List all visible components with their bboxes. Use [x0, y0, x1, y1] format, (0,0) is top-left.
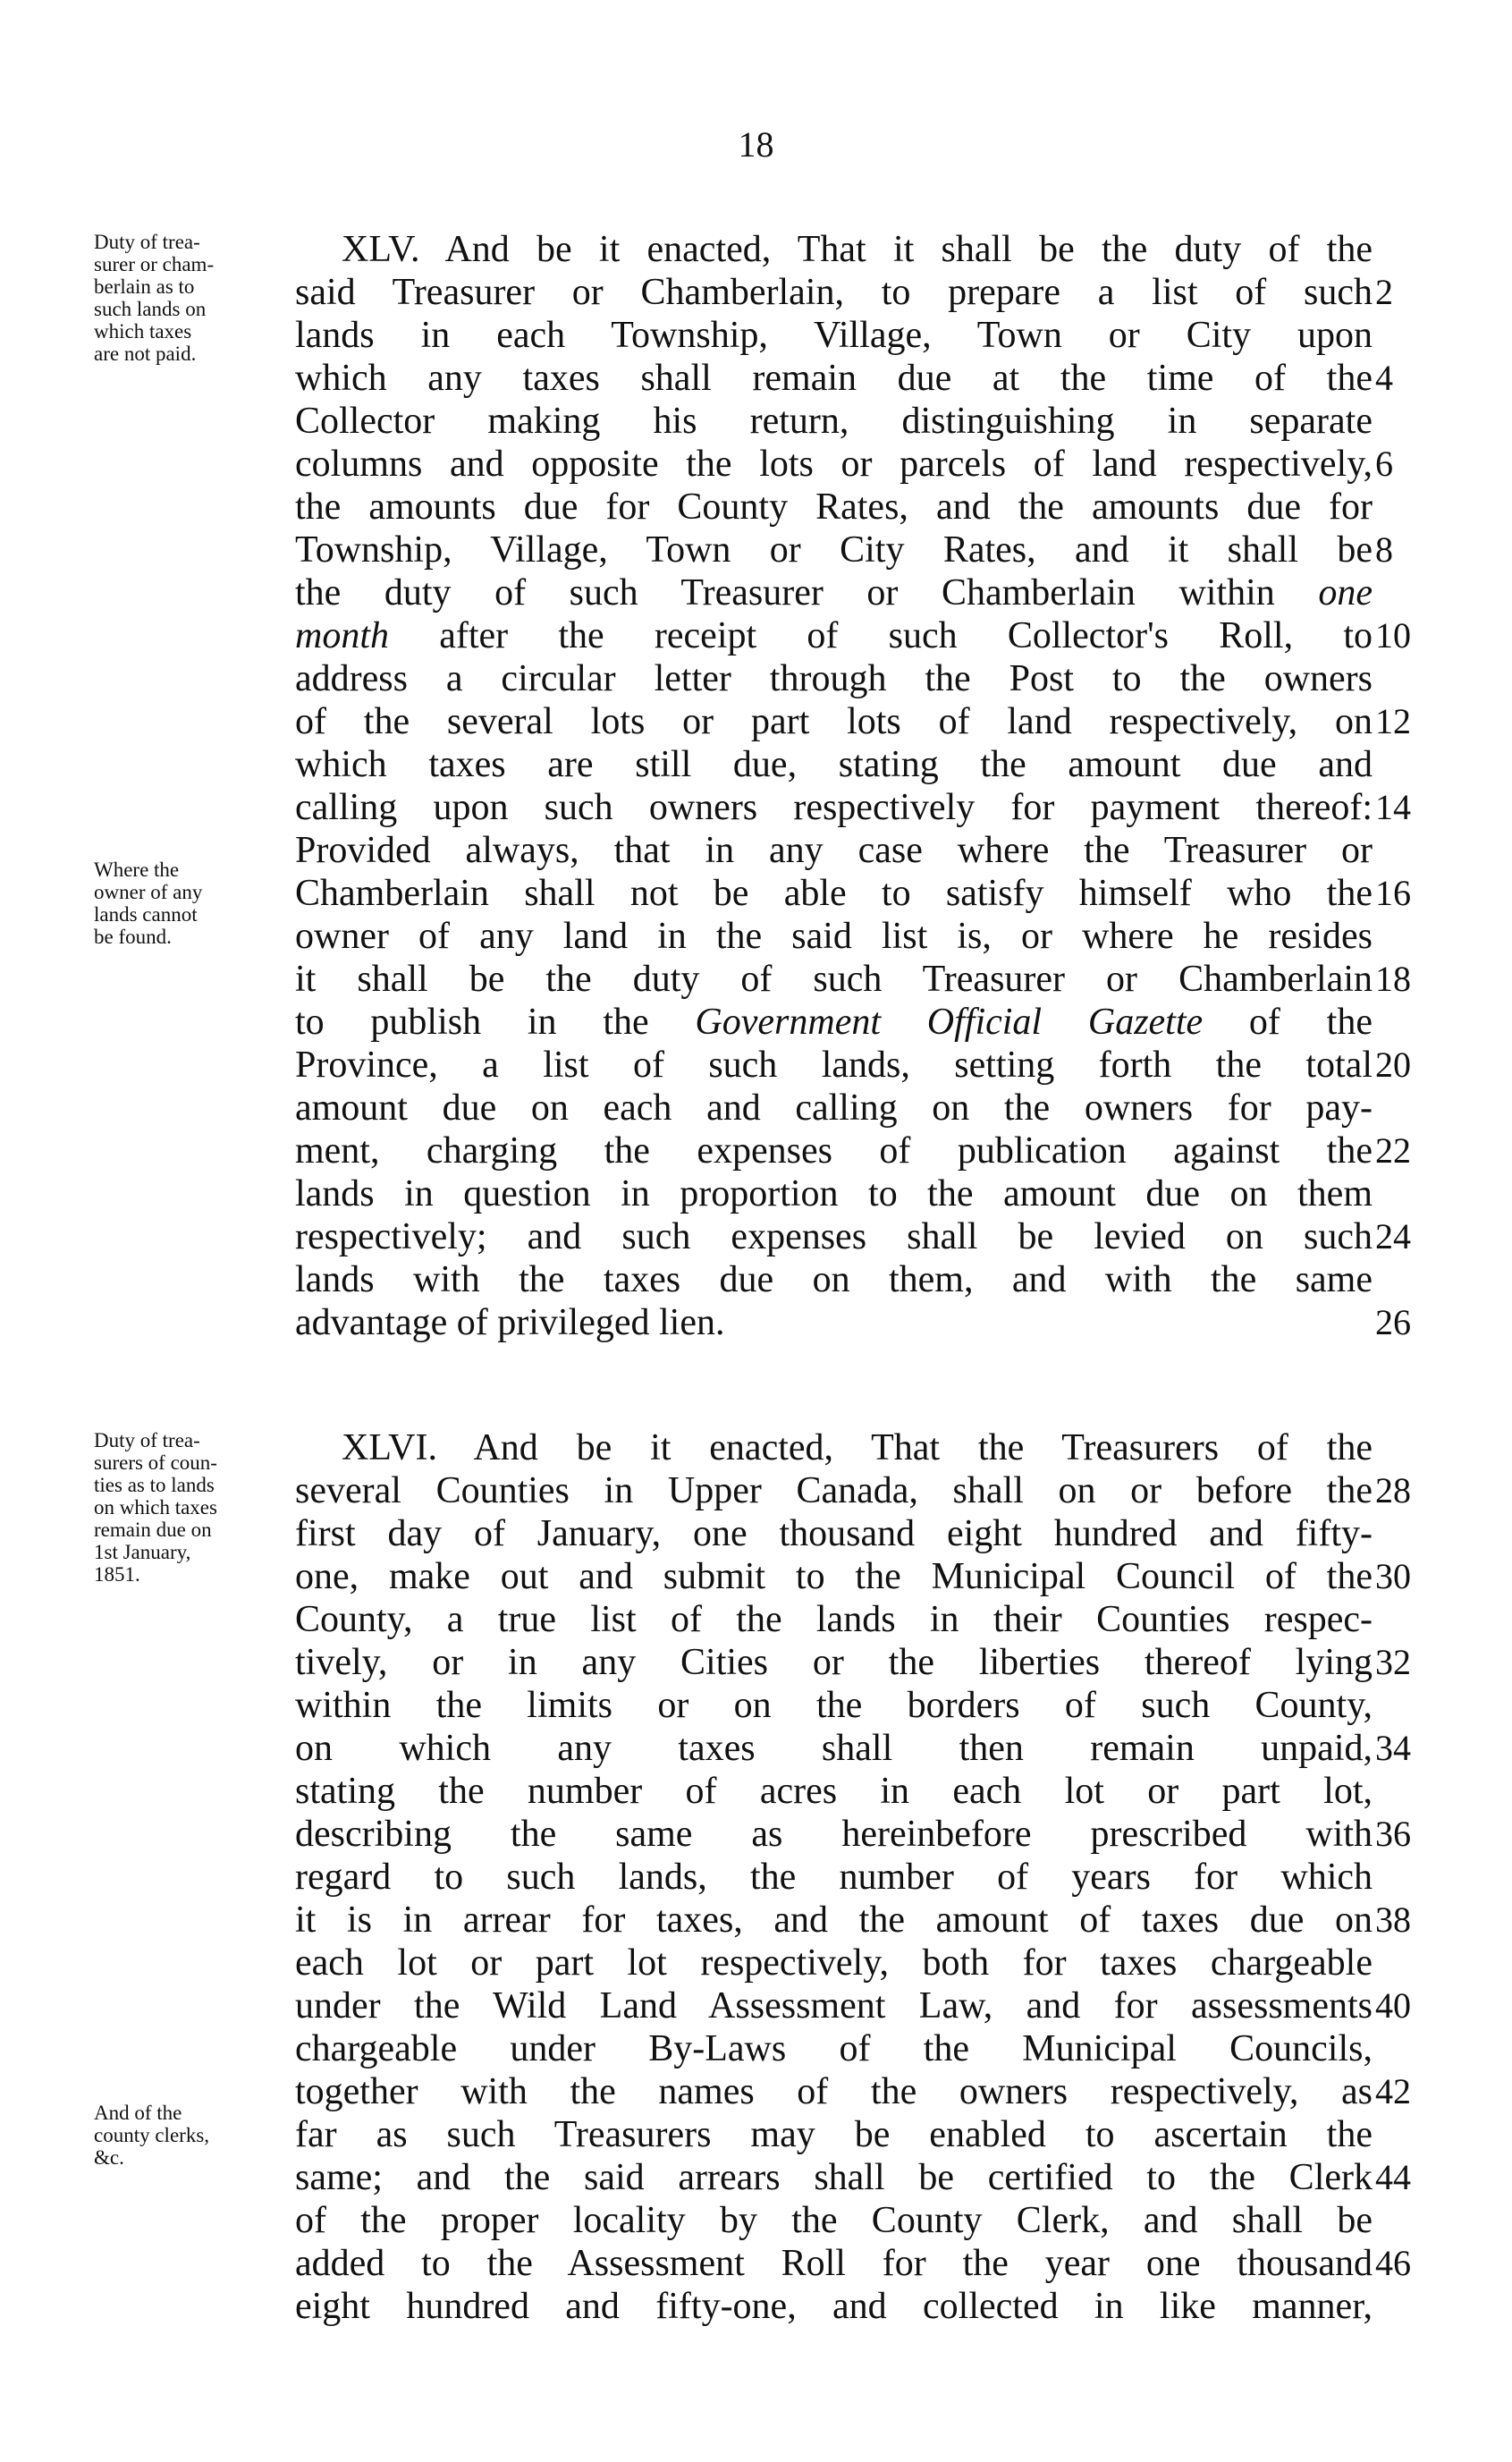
line-number: 30: [1375, 1556, 1411, 1596]
line-number: 8: [1375, 529, 1393, 570]
text-line: several Counties in Upper Canada, shall on or before the: [295, 1470, 1373, 1511]
text-segment: after the receipt of such Collector's Roll, to: [389, 615, 1373, 656]
text-line: [295, 614, 1373, 657]
text-line: lands in each Township, Village, Town or City upon: [295, 315, 1373, 356]
line-number: 36: [1375, 1814, 1411, 1854]
italic-text: Government Official Gazette: [695, 1002, 1204, 1043]
text-line: address a circular letter through the Post to the owners: [295, 658, 1373, 699]
line-number: 34: [1375, 1728, 1411, 1768]
text-segment: to publish in the: [295, 1002, 696, 1043]
text-line: which taxes are still due, stating the amount due and: [295, 744, 1373, 785]
line-number: 38: [1375, 1899, 1411, 1940]
line-number: 22: [1375, 1130, 1411, 1171]
line-number: 10: [1375, 615, 1411, 656]
text-line: same; and the said arrears shall be certified to the Clerk: [295, 2157, 1373, 2198]
line-number: 46: [1375, 2243, 1411, 2283]
page-number: 18: [738, 124, 774, 165]
text-line: [295, 1001, 1373, 1044]
line-number: 20: [1375, 1045, 1411, 1085]
text-line: under the Wild Land Assessment Law, and for assessments: [295, 1985, 1373, 2026]
text-segment: of the: [1203, 1002, 1373, 1043]
line-number: 14: [1375, 787, 1411, 827]
text-line: added to the Assessment Roll for the year one thousand: [295, 2243, 1373, 2284]
line-number: 18: [1375, 959, 1411, 999]
text-line: amount due on each and calling on the owners for pay-: [295, 1087, 1373, 1129]
margin-note: Where the owner of any lands cannot be found.: [94, 859, 203, 948]
line-number: 2: [1375, 272, 1393, 312]
line-number: 4: [1375, 358, 1393, 398]
margin-note: And of the county clerks, &c.: [94, 2102, 210, 2169]
text-line: chargeable under By-Laws of the Municipal Councils,: [295, 2028, 1373, 2069]
italic-text: month: [295, 615, 389, 656]
text-line: far as such Treasurers may be enabled to ascertain the: [295, 2114, 1373, 2155]
text-line: lands with the taxes due on them, and with the same: [295, 1259, 1373, 1300]
text-line: said Treasurer or Chamberlain, to prepare a list of such: [295, 272, 1373, 313]
text-line: each lot or part lot respectively, both for taxes chargeable: [295, 1942, 1373, 1984]
text-line: calling upon such owners respectively for payment thereof:: [295, 787, 1373, 828]
text-line: [295, 571, 1373, 614]
line-number: 24: [1375, 1216, 1411, 1256]
margin-note: Duty of trea- surer or cham- berlain as to such lands on which taxes are not paid.: [94, 231, 215, 365]
text-line: together with the names of the owners respectively, as: [295, 2071, 1373, 2112]
text-line: which any taxes shall remain due at the time of the: [295, 358, 1373, 399]
line-number: 40: [1375, 1985, 1411, 2026]
text-line: eight hundred and fifty-one, and collected in like manner,: [295, 2286, 1373, 2327]
line-number: 12: [1375, 701, 1411, 741]
text-line: ment, charging the expenses of publication against the: [295, 1130, 1373, 1172]
margin-note: Duty of trea- surers of coun- ties as to lands on which taxes remain due on 1st January, 1851.: [94, 1429, 217, 1586]
line-number: 16: [1375, 873, 1411, 913]
text-line: Province, a list of such lands, setting forth the total: [295, 1045, 1373, 1086]
line-number: 42: [1375, 2071, 1411, 2111]
text-line: of the proper locality by the County Clerk, and shall be: [295, 2200, 1373, 2241]
text-line: advantage of privileged lien.: [295, 1302, 725, 1343]
text-line: the amounts due for County Rates, and the amounts due for: [295, 486, 1373, 528]
text-line: lands in question in proportion to the amount due on them: [295, 1173, 1373, 1214]
text-line: within the limits or on the borders of such County,: [295, 1685, 1373, 1726]
line-number: 32: [1375, 1642, 1411, 1682]
line-number: 28: [1375, 1470, 1411, 1510]
text-line: one, make out and submit to the Municipal Council of the: [295, 1556, 1373, 1597]
text-line: Chamberlain shall not be able to satisfy himself who the: [295, 873, 1373, 914]
text-segment: the duty of such Treasurer or Chamberlain within: [295, 572, 1319, 613]
text-line: on which any taxes shall then remain unpaid,: [295, 1728, 1373, 1769]
line-number: 44: [1375, 2157, 1411, 2197]
text-line: columns and opposite the lots or parcels of land respectively,: [295, 444, 1373, 485]
text-line: stating the number of acres in each lot or part lot,: [295, 1771, 1373, 1812]
line-number: 26: [1375, 1302, 1411, 1342]
text-line: XLVI. And be it enacted, That the Treasurers of the: [342, 1427, 1373, 1468]
text-line: owner of any land in the said list is, or where he resides: [295, 916, 1373, 957]
text-line: Provided always, that in any case where the Treasurer or: [295, 830, 1373, 871]
line-number: 6: [1375, 444, 1393, 484]
text-line: Collector making his return, distinguishing in separate: [295, 401, 1373, 442]
text-line: County, a true list of the lands in their Counties respec-: [295, 1599, 1373, 1640]
text-line: respectively; and such expenses shall be levied on such: [295, 1216, 1373, 1257]
text-line: Township, Village, Town or City Rates, and it shall be: [295, 529, 1373, 571]
text-line: tively, or in any Cities or the liberties thereof lying: [295, 1642, 1373, 1683]
text-line: describing the same as hereinbefore prescribed with: [295, 1814, 1373, 1855]
text-line: XLV. And be it enacted, That it shall be the duty of the: [342, 229, 1373, 270]
text-line: of the several lots or part lots of land respectively, on: [295, 701, 1373, 742]
text-line: regard to such lands, the number of years for which: [295, 1857, 1373, 1898]
text-line: it is in arrear for taxes, and the amount of taxes due on: [295, 1899, 1373, 1941]
text-line: first day of January, one thousand eight hundred and fifty-: [295, 1513, 1373, 1554]
text-line: it shall be the duty of such Treasurer or Chamberlain: [295, 959, 1373, 1000]
italic-text: one: [1318, 572, 1373, 613]
